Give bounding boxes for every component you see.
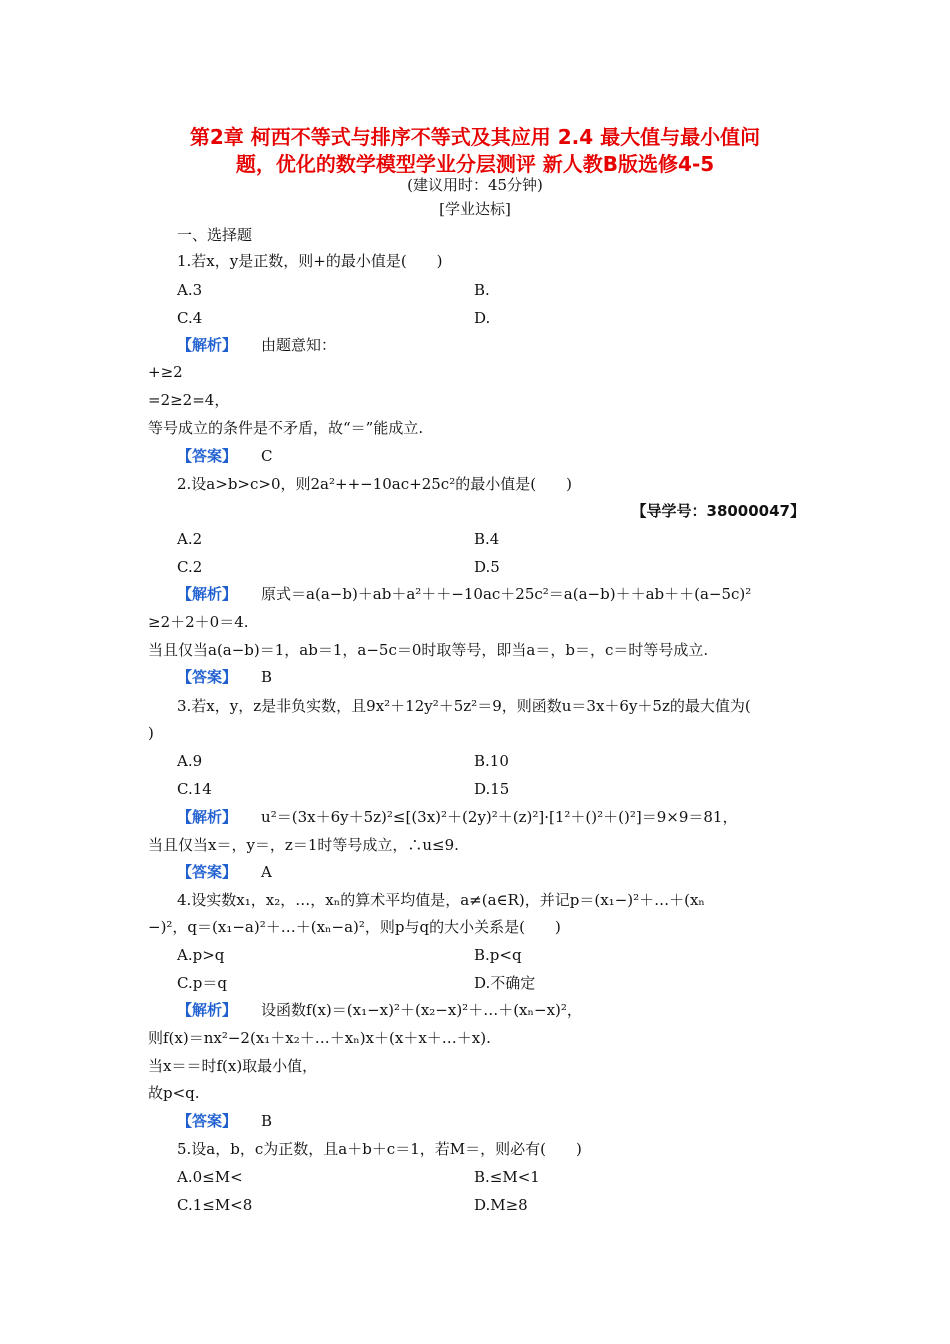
q4-answer [177,1111,272,1131]
q3-option-b: B.10 [474,752,509,770]
title-line-1: 第2章 柯西不等式与排序不等式及其应用 2.4 最大值与最小值问 [189,125,761,149]
q2-stem: 2.设a>b>c>0，则2a²++−10ac+25c²的最小值是( ) [177,475,572,493]
q1-line-3: 等号成立的条件是不矛盾，故“＝”能成立. [148,419,424,437]
q3-answer-value: A [261,863,272,881]
q3-answer [177,862,272,882]
q3-stem-continued: ) [148,724,154,742]
q3-option-d: D.15 [474,780,510,798]
suggested-time: (建议用时：45分钟) [407,176,543,194]
q3-analysis-text: u²＝(3x＋6y＋5z)²≤[(3x)²＋(2y)²＋(z)²]·[1²＋()²＋()²]＝9×9＝81， [261,808,738,826]
q2-option-c: C.2 [177,558,203,576]
q4-analysis-text: 设函数f(x)＝(x₁−x)²＋(x₂−x)²＋…＋(xₙ−x)²， [261,1001,582,1019]
q1-answer [177,446,273,466]
q5-stem: 5.设a，b，c为正数，且a＋b＋c＝1，若M＝，则必有( ) [177,1140,582,1158]
analysis-tag: 【 解析 】 [177,585,237,603]
q1-option-c: C.4 [177,309,203,327]
answer-tag: 【 答案 】 [177,863,237,881]
q5-option-b: B.≤M<1 [474,1168,540,1186]
analysis-tag: 【 解析 】 [177,336,237,354]
answer-tag: 【 答案 】 [177,1112,237,1130]
q3-stem: 3.若x，y，z是非负实数，且9x²＋12y²＋5z²＝9，则函数u＝3x＋6y＋5z的最大值为( [177,697,751,715]
q2-option-d: D.5 [474,558,500,576]
q2-guide-number: 【导学号：38000047】 [631,502,805,520]
q3-option-c: C.14 [177,780,212,798]
q4-option-b: B.p<q [474,946,522,964]
q5-option-d: D.M≥8 [474,1196,528,1214]
title-line-2: 题，优化的数学模型学业分层测评 新人教B版选修4-5 [235,152,715,176]
q4-option-a: A.p>q [177,946,225,964]
q2-line-1: ≥2＋2＋0＝4. [148,613,249,631]
q2-analysis [177,584,751,604]
q4-line-1: 则f(x)＝nx²−2(x₁＋x₂＋…＋xₙ)x＋(x＋x＋…＋x). [148,1029,491,1047]
q2-line-2: 当且仅当a(a−b)＝1，ab＝1，a−5c＝0时取等号，即当a＝，b＝，c＝时等号成立. [148,641,709,659]
q3-option-a: A.9 [177,752,203,770]
section-label: [学业达标] [439,200,511,218]
q4-stem-continued: −)²，q＝(x₁−a)²＋…＋(xₙ−a)²，则p与q的大小关系是( ) [148,918,561,936]
q1-analysis-text: 由题意知： [261,336,337,354]
answer-tag: 【 答案 】 [177,447,237,465]
analysis-tag: 【 解析 】 [177,1001,237,1019]
q4-answer-value: B [261,1112,273,1130]
q2-analysis-text: 原式＝a(a−b)＋ab＋a²＋＋−10ac＋25c²＝a(a−b)＋＋ab＋＋(a−5c)² [261,585,752,603]
q4-stem: 4.设实数x₁，x₂，…，xₙ的算术平均值是，a≠(a∈R)，并记p＝(x₁−)²＋…＋(xₙ [177,891,705,909]
analysis-tag: 【 解析 】 [177,808,237,826]
q1-line-2: =2≥2=4， [148,391,230,409]
q2-option-b: B.4 [474,530,500,548]
q4-line-3: 故p<q. [148,1084,200,1102]
part-heading: 一、选择题 [177,226,253,244]
q2-answer-value: B [261,668,273,686]
q2-option-a: A.2 [177,530,203,548]
q1-option-a: A.3 [177,281,203,299]
q3-analysis [177,807,737,827]
answer-tag: 【 答案 】 [177,668,237,686]
q4-line-2: 当x＝＝时f(x)取最小值， [148,1057,318,1075]
q1-line-1: +≥2 [148,363,183,381]
q5-option-a: A.0≤M< [177,1168,243,1186]
q1-option-d: D. [474,309,491,327]
q4-analysis [177,1000,582,1020]
q1-answer-value: C [261,447,273,465]
q5-option-c: C.1≤M<8 [177,1196,253,1214]
q3-line-1: 当且仅当x＝，y＝，z＝1时等号成立，∴u≤9. [148,836,459,854]
q4-option-d: D.不确定 [474,974,536,992]
q1-stem: 1.若x，y是正数，则+的最小值是( ) [177,252,443,270]
q1-option-b: B. [474,281,490,299]
q1-analysis [177,335,336,355]
q2-answer [177,667,272,687]
q4-option-c: C.p＝q [177,974,227,992]
